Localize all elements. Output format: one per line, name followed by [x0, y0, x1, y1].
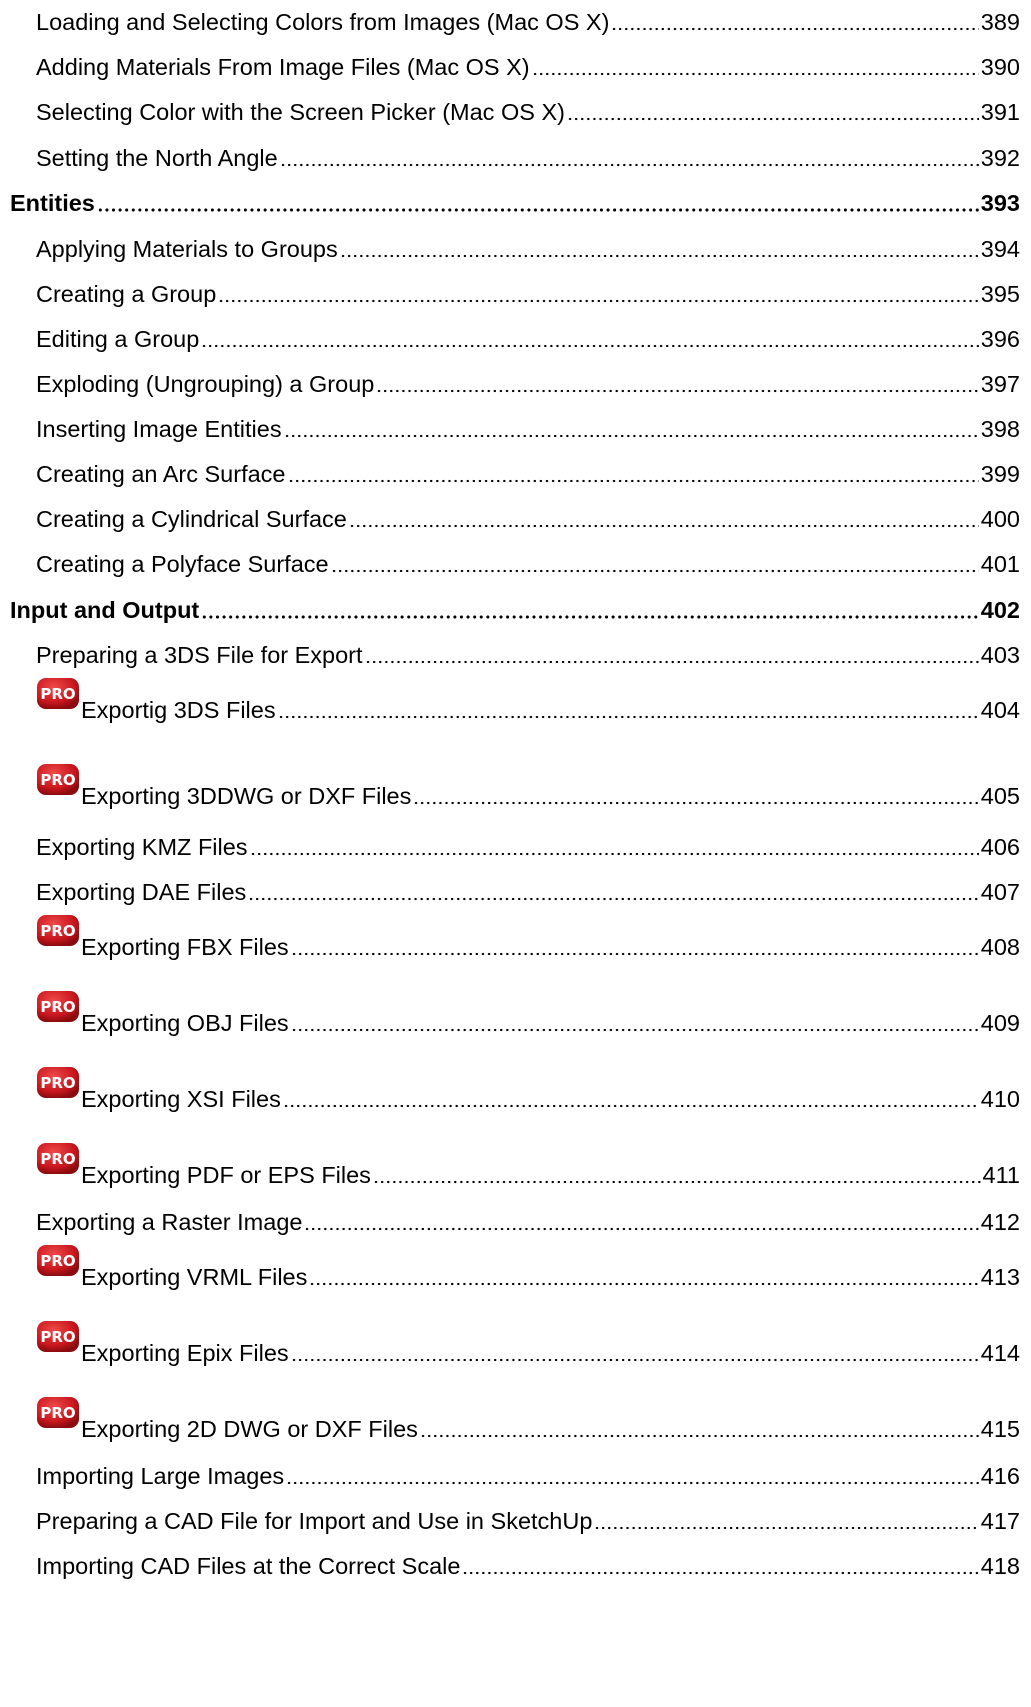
- pro-badge-label: PRO: [40, 1404, 76, 1422]
- toc-entry-page-number: 410: [980, 1086, 1020, 1112]
- toc-entry-title: Input and Output: [10, 597, 200, 623]
- toc-entry[interactable]: [0, 550, 1020, 578]
- toc-entry-page-number: 412: [980, 1209, 1020, 1235]
- toc-entry-title: Exporting XSI Files: [81, 1086, 281, 1112]
- toc-entry-title: Exportig 3DS Files: [81, 697, 276, 723]
- toc-entry[interactable]: [0, 1074, 1020, 1113]
- toc-entry-page-number: 389: [980, 9, 1020, 35]
- toc-entry[interactable]: [0, 1552, 1020, 1580]
- pro-badge-icon: [35, 1065, 81, 1100]
- toc-entry[interactable]: [0, 53, 1020, 81]
- toc-entry-title: Selecting Color with the Screen Picker (Mac OS X): [36, 99, 565, 125]
- dot-leader: [567, 117, 979, 121]
- dot-leader: [97, 208, 979, 212]
- dot-leader: [309, 1282, 978, 1286]
- toc-entry[interactable]: [0, 1328, 1020, 1367]
- toc-entry-title: Exporting VRML Files: [81, 1264, 308, 1290]
- toc-entry-title: Exporting DAE Files: [36, 879, 247, 905]
- toc-section-entry[interactable]: [0, 189, 1020, 217]
- dot-leader: [462, 1571, 978, 1575]
- dot-leader: [365, 660, 979, 664]
- dot-leader: [532, 72, 979, 76]
- toc-entry-page-number: 390: [980, 54, 1020, 80]
- pro-badge-icon: [35, 676, 81, 711]
- toc-entry-page-number: 404: [980, 697, 1020, 723]
- toc-entry-page-number: 408: [980, 934, 1020, 960]
- toc-entry[interactable]: [0, 641, 1020, 669]
- toc-entry-title: Creating a Cylindrical Surface: [36, 506, 347, 532]
- dot-leader: [291, 952, 979, 956]
- toc-entry-page-number: 418: [980, 1553, 1020, 1579]
- toc-entry[interactable]: [0, 833, 1020, 861]
- dot-leader: [594, 1526, 978, 1530]
- toc-entry[interactable]: [0, 1150, 1020, 1189]
- dot-leader: [291, 1028, 979, 1032]
- toc-entry-page-number: 392: [980, 145, 1020, 171]
- toc-entry[interactable]: [0, 878, 1020, 906]
- toc-entry[interactable]: [0, 505, 1020, 533]
- toc-entry[interactable]: [0, 1462, 1020, 1490]
- toc-entry-page-number: 396: [980, 326, 1020, 352]
- toc-entry-page-number: 411: [982, 1162, 1020, 1188]
- dot-leader: [218, 299, 979, 303]
- pro-badge-label: PRO: [40, 1328, 76, 1346]
- toc-entry-page-number: 394: [980, 236, 1020, 262]
- dot-leader: [288, 479, 979, 483]
- dot-leader: [286, 1481, 979, 1485]
- toc-section-entry[interactable]: [0, 596, 1020, 624]
- toc-entry-title: Editing a Group: [36, 326, 200, 352]
- toc-entry-page-number: 407: [980, 879, 1020, 905]
- pro-badge-icon: [35, 762, 81, 797]
- toc-entry-title: Exporting PDF or EPS Files: [81, 1162, 371, 1188]
- toc-entry-title: Setting the North Angle: [36, 145, 278, 171]
- toc-entry-title: Inserting Image Entities: [36, 416, 282, 442]
- toc-entry[interactable]: [0, 235, 1020, 263]
- toc-entry-page-number: 409: [980, 1010, 1020, 1036]
- toc-entry-page-number: 401: [980, 551, 1020, 577]
- toc-entry-title: Exporting KMZ Files: [36, 834, 248, 860]
- toc-entry-title: Loading and Selecting Colors from Images (Mac OS X): [36, 9, 610, 35]
- toc-entry-page-number: 400: [980, 506, 1020, 532]
- pro-badge-label: PRO: [40, 771, 76, 789]
- dot-leader: [420, 1434, 979, 1438]
- toc-entry[interactable]: [0, 415, 1020, 443]
- dot-leader: [413, 801, 978, 805]
- toc-entry-title: Exporting OBJ Files: [81, 1010, 289, 1036]
- toc-entry-title: Creating a Polyface Surface: [36, 551, 329, 577]
- toc-entry-page-number: 397: [980, 371, 1020, 397]
- toc-entry-page-number: 393: [980, 190, 1020, 216]
- toc-entry-page-number: 398: [980, 416, 1020, 442]
- toc-entry-title: Preparing a 3DS File for Export: [36, 642, 363, 668]
- toc-entry[interactable]: [0, 98, 1020, 126]
- pro-badge-label: PRO: [40, 685, 76, 703]
- toc-entry-title: Exporting Epix Files: [81, 1340, 289, 1366]
- pro-badge-label: PRO: [40, 1150, 76, 1168]
- toc-entry-title: Exporting 3DDWG or DXF Files: [81, 783, 412, 809]
- toc-entry-page-number: 415: [980, 1416, 1020, 1442]
- toc-entry-page-number: 403: [980, 642, 1020, 668]
- toc-entry[interactable]: [0, 1208, 1020, 1236]
- toc-entry-title: Creating a Group: [36, 281, 217, 307]
- toc-entry[interactable]: [0, 685, 1020, 724]
- toc-entry-page-number: 406: [980, 834, 1020, 860]
- toc-entry[interactable]: [0, 771, 1020, 810]
- pro-badge-icon: [35, 1319, 81, 1354]
- dot-leader: [278, 715, 979, 719]
- dot-leader: [349, 524, 979, 528]
- pro-badge-icon: [35, 1141, 81, 1176]
- dot-leader: [304, 1227, 978, 1231]
- pro-badge-label: PRO: [40, 1252, 76, 1270]
- toc-entry-title: Exporting a Raster Image: [36, 1209, 303, 1235]
- dot-leader: [340, 254, 979, 258]
- toc-entry[interactable]: [0, 998, 1020, 1037]
- pro-badge-icon: [35, 989, 81, 1024]
- toc-entry[interactable]: [0, 922, 1020, 961]
- toc-entry-page-number: 414: [980, 1340, 1020, 1366]
- pro-badge-label: PRO: [40, 998, 76, 1016]
- toc-entry-title: Exploding (Ungrouping) a Group: [36, 371, 375, 397]
- pro-badge-icon: [35, 1243, 81, 1278]
- pro-badge-icon: [35, 1395, 81, 1430]
- toc-entry-title: Importing Large Images: [36, 1463, 285, 1489]
- toc-entry-title: Importing CAD Files at the Correct Scale: [36, 1553, 461, 1579]
- toc-entry[interactable]: [0, 1252, 1020, 1291]
- dot-leader: [291, 1358, 979, 1362]
- dot-leader: [248, 897, 979, 901]
- toc-entry-page-number: 402: [980, 597, 1020, 623]
- toc-entry-page-number: 416: [980, 1463, 1020, 1489]
- toc-entry[interactable]: [0, 1507, 1020, 1535]
- toc-entry-page-number: 399: [980, 461, 1020, 487]
- pro-badge-label: PRO: [40, 922, 76, 940]
- toc-entry[interactable]: [0, 280, 1020, 308]
- toc-entry[interactable]: [0, 325, 1020, 353]
- toc-entry-title: Exporting 2D DWG or DXF Files: [81, 1416, 418, 1442]
- toc-entry-page-number: 417: [980, 1508, 1020, 1534]
- toc-entry-title: Applying Materials to Groups: [36, 236, 338, 262]
- dot-leader: [280, 163, 979, 167]
- pro-badge-icon: [35, 913, 81, 948]
- toc-entry-page-number: 413: [980, 1264, 1020, 1290]
- dot-leader: [611, 27, 978, 31]
- dot-leader: [201, 615, 979, 619]
- toc-entry-title: Creating an Arc Surface: [36, 461, 286, 487]
- dot-leader: [373, 1180, 981, 1184]
- toc-entry-page-number: 391: [980, 99, 1020, 125]
- toc-entry[interactable]: [0, 1404, 1020, 1443]
- pro-badge-label: PRO: [40, 1074, 76, 1092]
- dot-leader: [283, 1104, 979, 1108]
- dot-leader: [376, 389, 978, 393]
- dot-leader: [331, 569, 979, 573]
- toc-entry[interactable]: [0, 8, 1020, 36]
- toc-entry-title: Adding Materials From Image Files (Mac OS X): [36, 54, 530, 80]
- toc-entry-title: Preparing a CAD File for Import and Use in SketchUp: [36, 1508, 593, 1534]
- toc-entry[interactable]: [0, 370, 1020, 398]
- toc-entry[interactable]: [0, 144, 1020, 172]
- dot-leader: [250, 852, 979, 856]
- toc-entry-title: Exporting FBX Files: [81, 934, 289, 960]
- toc-entry-page-number: 405: [980, 783, 1020, 809]
- toc-entry-title: Entities: [10, 190, 95, 216]
- toc-entry-page-number: 395: [980, 281, 1020, 307]
- dot-leader: [201, 344, 978, 348]
- dot-leader: [284, 434, 979, 438]
- toc-entry[interactable]: [0, 460, 1020, 488]
